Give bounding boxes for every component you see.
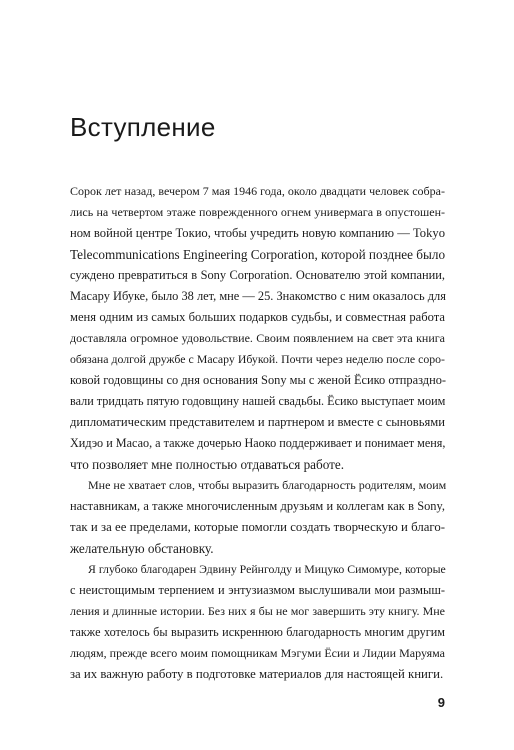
paragraph-3-line: ления и длинные истории. Без них я бы не мог завершить эту книгу. Мне	[70, 604, 445, 618]
paragraph-1-line: Сорок лет назад, вечером 7 мая 1946 года, около двадцати человек собра-	[70, 184, 445, 198]
page-number: 9	[437, 695, 445, 710]
paragraph-1-line: вали тридцать пятую годовщину нашей свадьбы. Ёсико выступает моим	[70, 394, 446, 408]
paragraph-1-line: суждено превратиться в Sony Corporation. Основателю этой компании,	[70, 268, 445, 282]
paragraph-3-line: людям, прежде всего моим помощникам Мэгуми Ёсии и Лидии Маруяма	[70, 646, 445, 660]
paragraph-2-line: Мне не хватает слов, чтобы выразить благодарность родителям, моим	[88, 478, 447, 492]
paragraph-1-line: лись на четвертом этаже поврежденного огнем универмага в опустошен-	[70, 205, 445, 219]
paragraph-2-line: желательную обстановку.	[70, 541, 214, 556]
paragraph-1-line: Telecommunications Engineering Corporation, которой позднее было	[70, 247, 446, 262]
paragraph-1-line: Хидэо и Масао, а также дочерью Наоко поддерживает и понимает меня,	[70, 436, 446, 450]
paragraph-3-line: за их важную работу в подготовке материалов для настоящей книги.	[70, 667, 444, 681]
paragraph-1-line: что позволяет мне полностью отдаваться работе.	[70, 457, 345, 472]
paragraph-3-line: с неистощимым терпением и энтузиазмом выслушивали мои размыш-	[70, 583, 445, 597]
chapter-title: Вступление	[70, 112, 216, 142]
paragraph-1-line: ном войной центре Токио, чтобы учредить новую компанию — Tokyo	[70, 226, 445, 240]
paragraph-1-line: Масару Ибуке, было 38 лет, мне — 25. Знакомство с ним оказалось для	[70, 289, 446, 303]
paragraph-1-line: дипломатическим представителем и партнером и вместе с сыновьями	[70, 415, 445, 429]
paragraph-2-line: наставникам, а также многочисленным друзьям и коллегам как в Sony,	[70, 499, 445, 513]
paragraph-1-line: меня одним из самых больших подарков судьбы, и совместная работа	[70, 310, 445, 324]
paragraph-1-line: ковой годовщины со дня основания Sony мы с женой Ёсико отпраздно-	[70, 373, 447, 387]
paragraph-3-line: Я глубоко благодарен Эдвину Рейнголду и Мицуко Симомуре, которые	[88, 562, 446, 576]
paragraph-1-line: доставляла огромное удовольствие. Своим появлением на свет эта книга	[70, 331, 445, 345]
paragraph-2-line: так и за ее пределами, которые помогли создать творческую и благо-	[70, 520, 445, 534]
paragraph-1-line: обязана долгой дружбе с Масару Ибукой. Почти через неделю после соро-	[70, 352, 445, 366]
paragraph-3-line: также хотелось бы выразить искреннюю благодарность многим другим	[70, 625, 445, 639]
